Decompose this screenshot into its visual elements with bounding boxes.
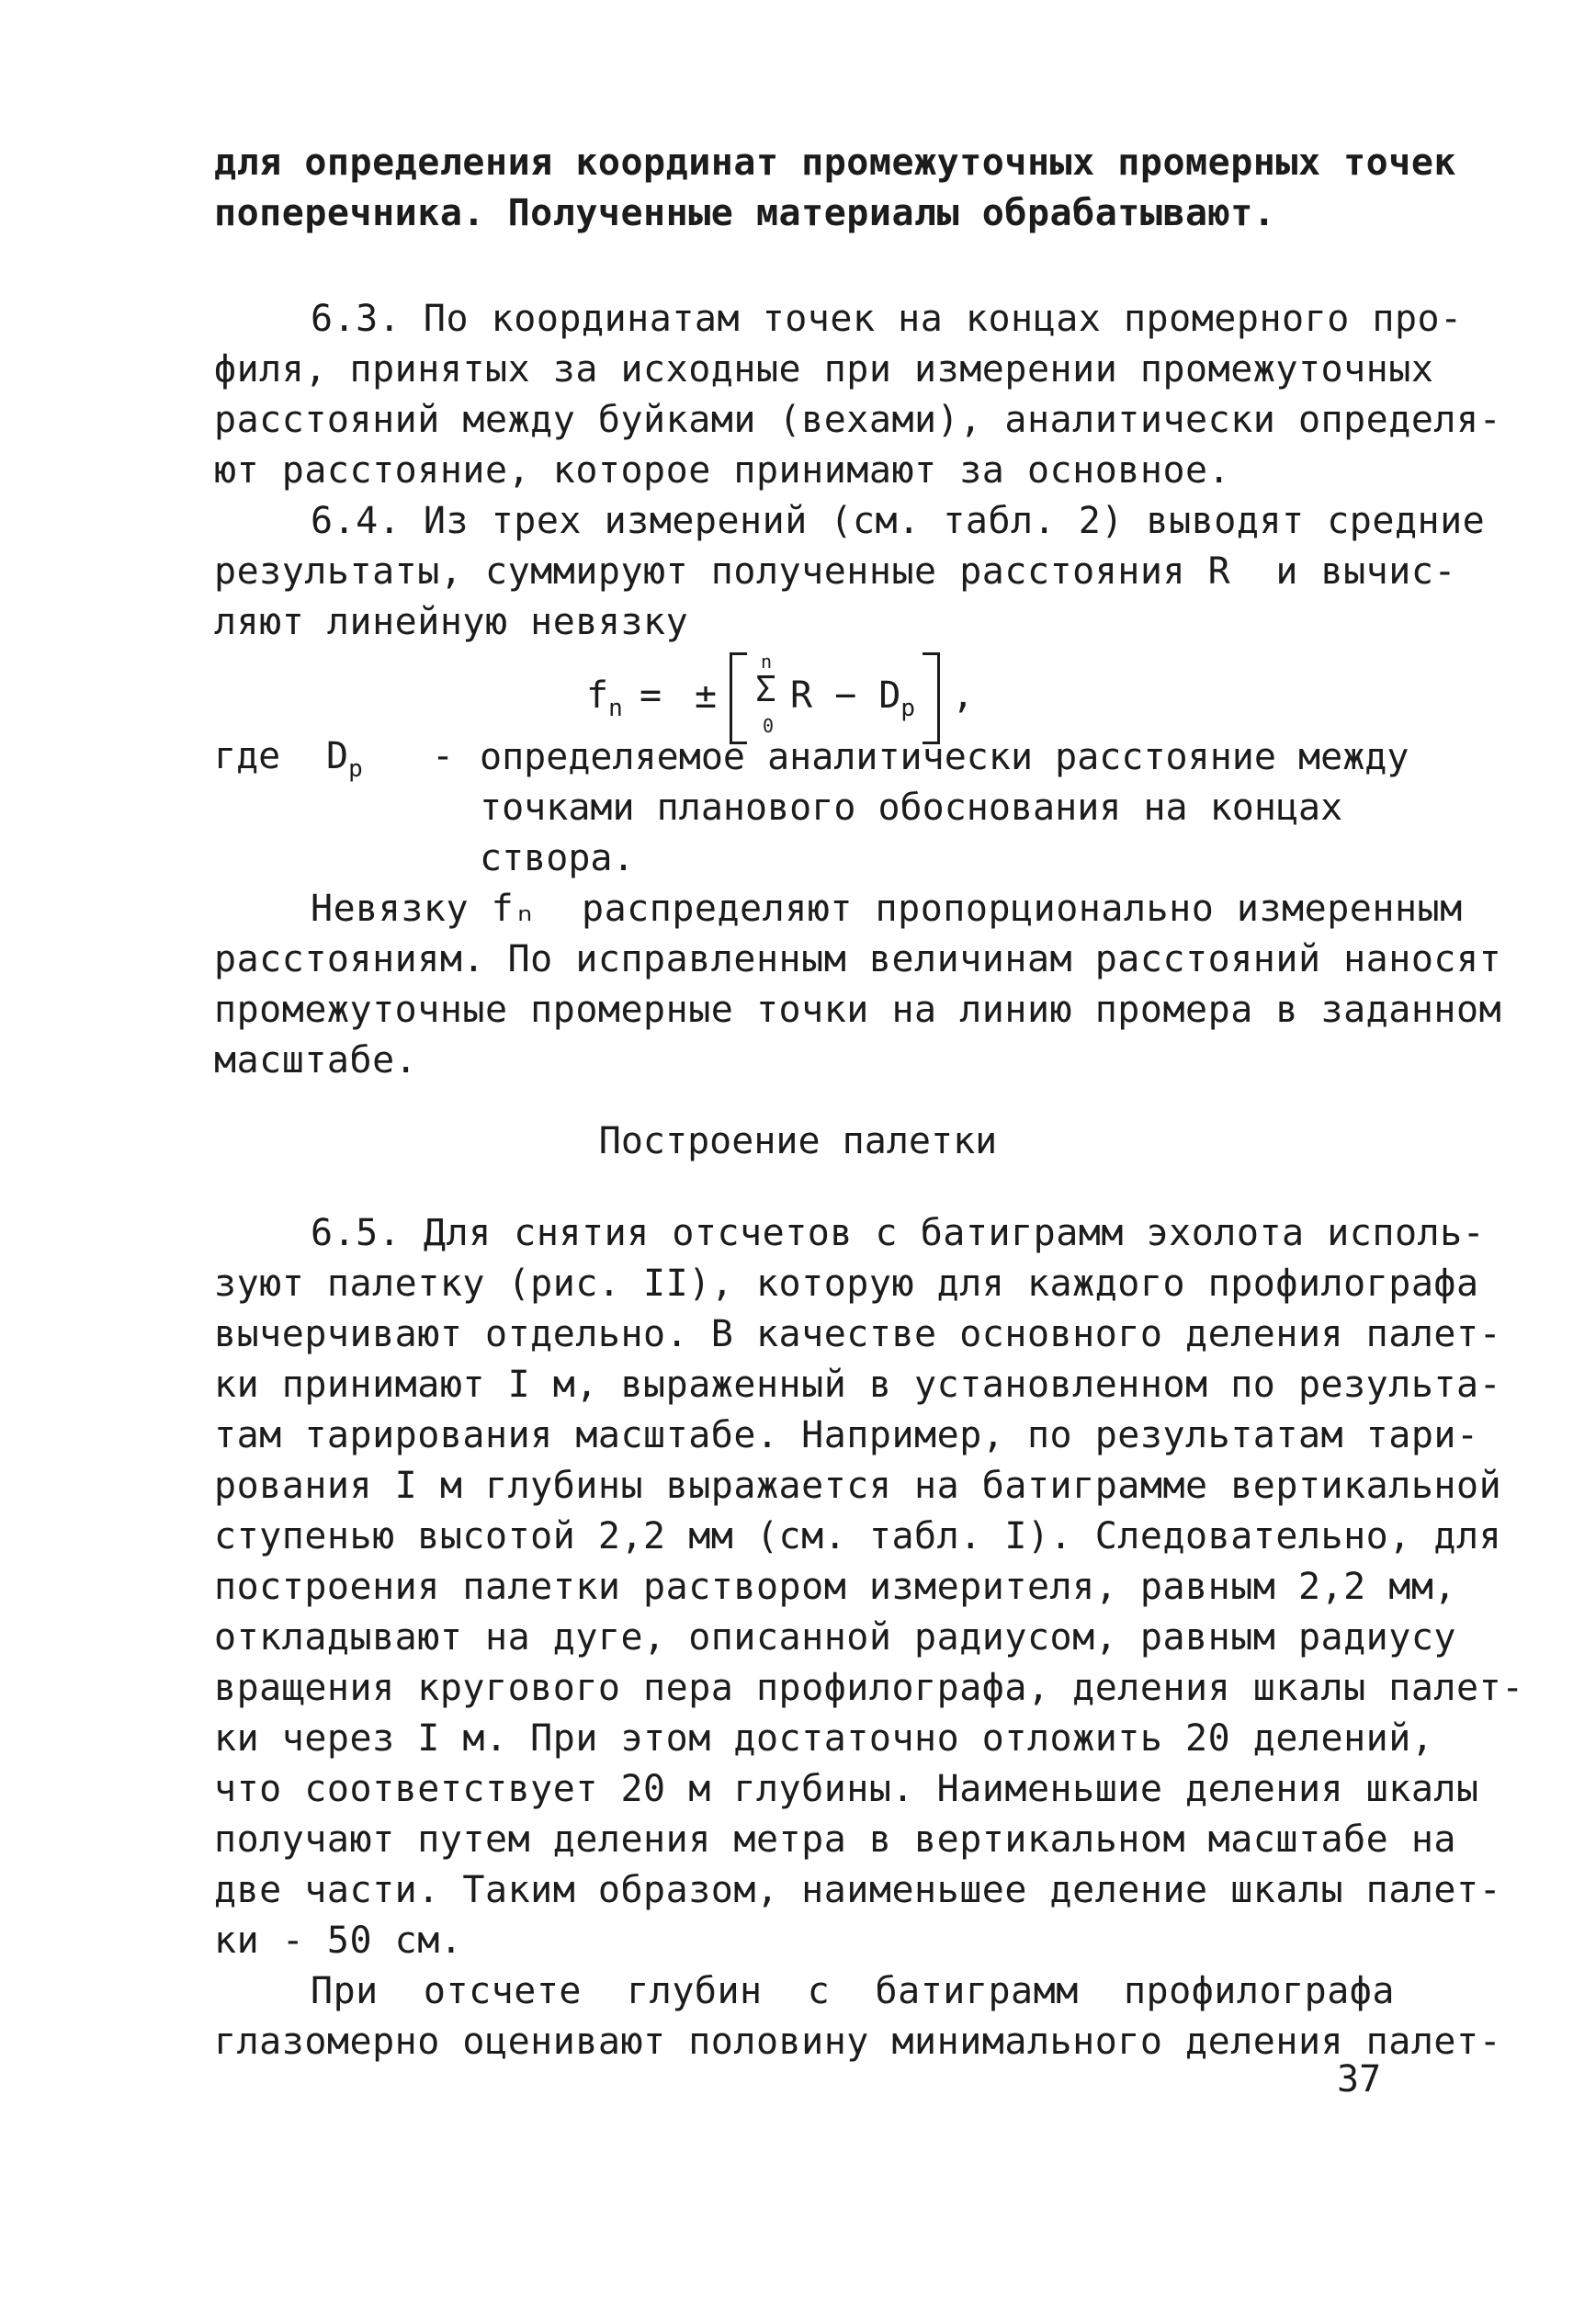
paragraph-nevyazka-line: промежуточные промерные точки на линию промера в заданном bbox=[214, 989, 1502, 1031]
section-heading: Построение палетки bbox=[598, 1120, 998, 1162]
paragraph-6-3-line: филя, принятых за исходные при измерении промежуточных bbox=[214, 348, 1434, 391]
formula-sum-lower: 0 bbox=[763, 715, 775, 737]
paragraph-6-5-line: 6.5. Для снятия отсчетов с батиграмм эхолота исполь- bbox=[311, 1212, 1486, 1254]
paragraph-6-5-line: ки - 50 см. bbox=[214, 1920, 463, 1962]
formula-plus-minus: ± bbox=[695, 674, 718, 717]
paragraph-6-5-line: ки принимают I м, выраженный в установленном по результа- bbox=[214, 1364, 1502, 1406]
paragraph-6-3-line: 6.3. По координатам точек на концах промерного про- bbox=[311, 298, 1463, 340]
paragraph-6-5-line: ступенью высотой 2,2 мм (см. табл. I). Следовательно, для bbox=[214, 1515, 1502, 1557]
formula-body: $R - D_p$ bbox=[790, 674, 916, 722]
definition-line: определяемое аналитически расстояние между bbox=[480, 736, 1409, 778]
paragraph-6-5-line: построения палетки раствором измерителя, равным 2,2 мм, bbox=[214, 1566, 1457, 1608]
paragraph-6-4-line: ляют линейную невязку bbox=[214, 601, 689, 643]
formula-left-bracket bbox=[730, 652, 747, 744]
page-number: 37 bbox=[1337, 2058, 1382, 2101]
paragraph-6-5-line: там тарирования масштабе. Например, по результатам тари- bbox=[214, 1414, 1479, 1456]
paragraph-6-5-line: получают путем деления метра в вертикальном масштабе на bbox=[214, 1818, 1457, 1861]
paragraph-6-5-line: зуют палетку (рис. II), которую для каждого профилографа bbox=[214, 1263, 1479, 1305]
formula-sum-upper: n bbox=[761, 651, 773, 673]
definition-line: створа. bbox=[480, 837, 635, 879]
paragraph-6-4-line: 6.4. Из трех измерений (см. табл. 2) выводят средние bbox=[311, 500, 1486, 542]
paragraph-6-3-line: ют расстояние, которое принимают за основное. bbox=[214, 449, 1231, 492]
formula-sum-sign: Σ bbox=[755, 669, 776, 709]
formula-lhs: $f_n$ bbox=[586, 674, 623, 722]
paragraph-last-line: глазомерно оценивают половину минимального деления палет- bbox=[214, 2021, 1502, 2063]
paragraph-6-5-line: откладывают на дуге, описанной радиусом, равным радиусу bbox=[214, 1616, 1457, 1659]
where-label: где bbox=[214, 735, 281, 777]
paragraph-6-5-line: вращения кругового пера профилографа, деления шкалы палет- bbox=[214, 1667, 1524, 1709]
formula-equals: = bbox=[640, 674, 662, 717]
paragraph-nevyazka-line: расстояниям. По исправленным величинам расстояний наносят bbox=[214, 938, 1502, 980]
text-line: поперечника. Полученные материалы обрабатывают. bbox=[214, 192, 1276, 234]
paragraph-6-5-line: ки через I м. При этом достаточно отложить 20 делений, bbox=[214, 1717, 1434, 1760]
paragraph-6-3-line: расстояний между буйками (вехами), аналитически определя- bbox=[214, 399, 1502, 441]
paragraph-6-5-line: рования I м глубины выражается на батиграмме вертикальной bbox=[214, 1465, 1502, 1507]
paragraph-6-4-line: результаты, суммируют полученные расстояния R и вычис- bbox=[214, 550, 1457, 593]
where-symbol: $D_p$ bbox=[326, 735, 363, 783]
formula-right-bracket bbox=[923, 652, 940, 744]
paragraph-6-5-line: две части. Таким образом, наименьшее деление шкалы палет- bbox=[214, 1869, 1502, 1911]
definition-line: точками планового обоснования на концах bbox=[480, 787, 1343, 829]
paragraph-nevyazka-line: масштабе. bbox=[214, 1039, 418, 1082]
paragraph-last-line: При отсчете глубин с батиграмм профилографа bbox=[311, 1970, 1395, 2012]
text-line: для определения координат промежуточных промерных точек bbox=[214, 142, 1457, 184]
formula-comma: , bbox=[952, 674, 975, 717]
paragraph-6-5-line: что соответствует 20 м глубины. Наименьшие деления шкалы bbox=[214, 1768, 1479, 1810]
paragraph-nevyazka-line: Невязку fₙ распределяют пропорционально измеренным bbox=[311, 888, 1463, 930]
paragraph-6-5-line: вычерчивают отдельно. В качестве основного деления палет- bbox=[214, 1313, 1502, 1355]
where-dash: - bbox=[432, 735, 455, 777]
